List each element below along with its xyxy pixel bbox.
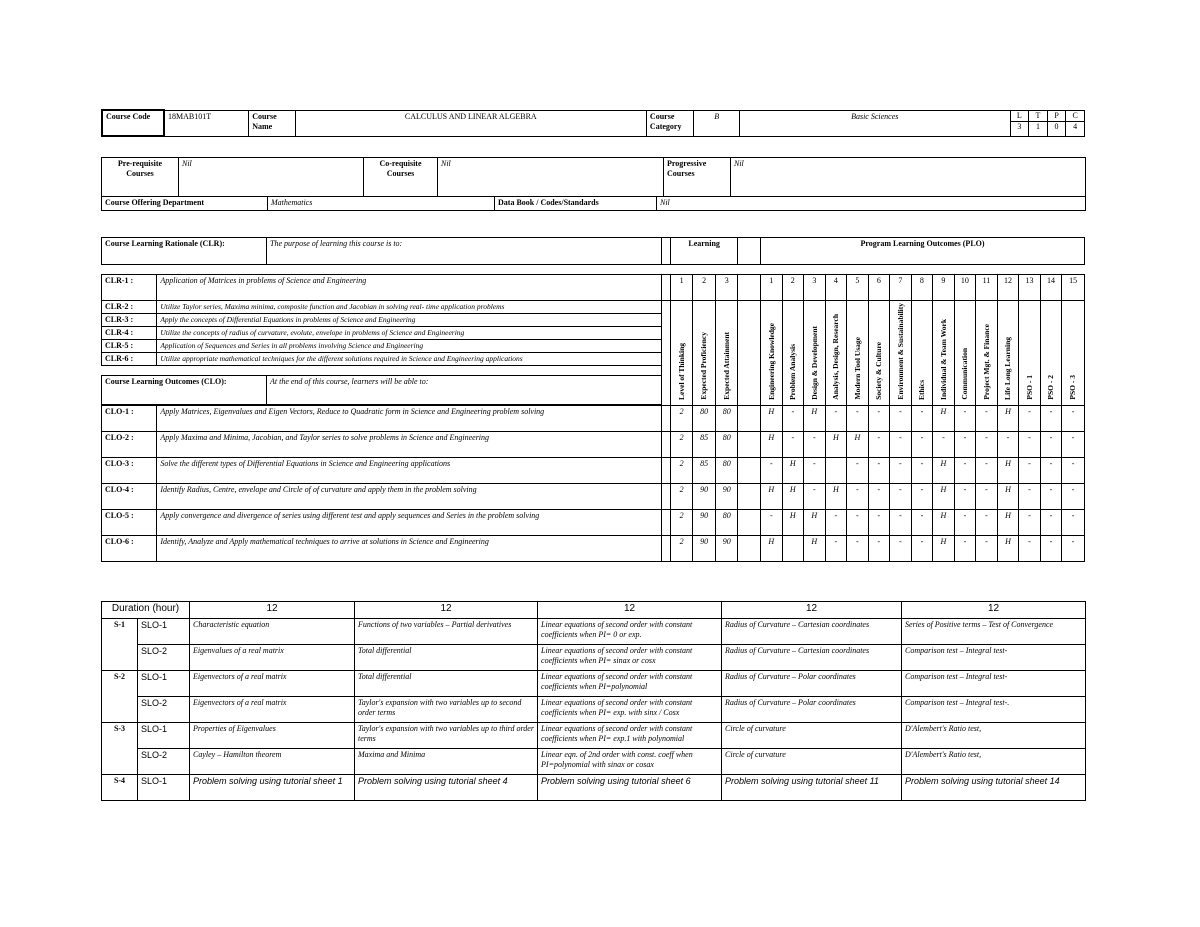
slo-label: SLO-1 xyxy=(138,671,190,697)
schedule-topic: Series of Positive terms – Test of Convergence xyxy=(902,619,1086,645)
schedule-row xyxy=(102,749,1086,775)
clo-code: CLO-2 : xyxy=(102,431,157,457)
clo-plo: H xyxy=(933,405,955,431)
plo-head: Analysis, Design, Research xyxy=(831,313,841,400)
clo-plo: - xyxy=(825,509,847,535)
clo-plo: - xyxy=(1040,431,1062,457)
schedule-topic: Linear equations of second order with constant coefficients when PI=polynomial xyxy=(538,671,722,697)
learning-num: 3 xyxy=(715,275,738,301)
schedule-topic: Linear eqn. of 2nd order with const. coeff when PI=polynomial with sinax or cosax xyxy=(538,749,722,775)
clo-code: CLO-5 : xyxy=(102,509,157,535)
course-name: CALCULUS AND LINEAR ALGEBRA xyxy=(295,110,646,136)
clo-plo: - xyxy=(1062,405,1085,431)
plo-num: 11 xyxy=(976,275,998,301)
clo-plo: - xyxy=(954,483,976,509)
schedule-topic: Properties of Eigenvalues xyxy=(190,723,355,749)
clo-plo: - xyxy=(976,431,998,457)
schedule-topic: Problem solving using tutorial sheet 11 xyxy=(722,775,902,801)
slo-label: SLO-1 xyxy=(138,723,190,749)
clo-plo: - xyxy=(1019,509,1041,535)
plo-head: Problem Analysis xyxy=(788,343,798,400)
plo-num: 7 xyxy=(890,275,912,301)
duration-value: 12 xyxy=(902,602,1086,619)
learning-head: Expected Proficiency xyxy=(699,332,709,400)
clo-plo: - xyxy=(1040,535,1062,561)
schedule-topic: Comparison test – Integral test- xyxy=(902,645,1086,671)
learning-num: 1 xyxy=(670,275,693,301)
plo-head: Communication xyxy=(960,347,970,400)
clo-plo: H xyxy=(933,457,955,483)
ltpc-c-value: 4 xyxy=(1073,121,1078,131)
clo-plo: - xyxy=(1040,509,1062,535)
duration-value: 12 xyxy=(722,602,902,619)
clo-proficiency: 80 xyxy=(693,405,716,431)
clo-plo: - xyxy=(890,509,912,535)
clo-attainment: 80 xyxy=(715,509,738,535)
clo-plo: - xyxy=(890,483,912,509)
session-number: S-2 xyxy=(102,671,138,723)
clo-proficiency: 90 xyxy=(693,535,716,561)
schedule-row xyxy=(102,697,1086,723)
clo-row xyxy=(102,431,1085,457)
clo-plo: - xyxy=(1062,483,1085,509)
clo-level: 2 xyxy=(670,457,693,483)
clo-plo: H xyxy=(804,509,826,535)
clo-plo: - xyxy=(954,535,976,561)
clo-plo: - xyxy=(782,405,804,431)
corequisite-label: Co-requisite Courses xyxy=(364,158,438,197)
plo-head: PSO - 2 xyxy=(1046,374,1056,400)
schedule-topic: Linear equations of second order with constant coefficients when PI= exp. with sinx / Cosx xyxy=(538,697,722,723)
plo-head: Project Mgt. & Finance xyxy=(981,323,991,400)
department-label: Course Offering Department xyxy=(102,197,268,211)
clo-plo: - xyxy=(954,457,976,483)
clo-plo: H xyxy=(804,405,826,431)
duration-value: 12 xyxy=(538,602,722,619)
schedule-topic: Cayley – Hamilton theorem xyxy=(190,749,355,775)
clo-plo: - xyxy=(1040,483,1062,509)
schedule-topic: Problem solving using tutorial sheet 4 xyxy=(355,775,538,801)
plo-head: Individual & Team Work xyxy=(938,318,948,400)
slo-label: SLO-2 xyxy=(138,697,190,723)
ltpc-l-value: 3 xyxy=(1017,121,1022,131)
clr-text: Utilize Taylor series, Maxima minima, composite function and Jacobian in solving real- time application problems xyxy=(157,301,661,314)
clr-text: Utilize the concepts of radius of curvature, evolute, envelope in problems of Science and Engineering xyxy=(157,327,661,340)
clo-intro: At the end of this course, learners will be able to: xyxy=(267,376,662,404)
schedule-topic: Problem solving using tutorial sheet 1 xyxy=(190,775,355,801)
outcomes-matrix xyxy=(101,237,1085,562)
schedule-topic: Circle of curvature xyxy=(722,723,902,749)
clo-plo: - xyxy=(868,483,890,509)
schedule-table xyxy=(101,601,1086,801)
slo-label: SLO-2 xyxy=(138,749,190,775)
schedule-topic: Taylor's expansion with two variables up to third order terms xyxy=(355,723,538,749)
clo-plo: - xyxy=(976,509,998,535)
course-category: B xyxy=(694,110,739,136)
clr-code: CLR-3 : xyxy=(102,314,157,327)
clo-plo: - xyxy=(847,405,869,431)
course-code: 18MAB101T xyxy=(164,110,249,136)
schedule-topic: Linear equations of second order with constant coefficients when PI= exp.1 with polynomial xyxy=(538,723,722,749)
clo-plo: - xyxy=(890,431,912,457)
clo-row xyxy=(102,509,1085,535)
plo-num: 14 xyxy=(1040,275,1062,301)
duration-value: 12 xyxy=(190,602,355,619)
schedule-topic: Functions of two variables – Partial derivatives xyxy=(355,619,538,645)
clo-plo: - xyxy=(911,535,933,561)
ltpc-p-value: 0 xyxy=(1054,121,1059,131)
schedule-row xyxy=(102,775,1086,801)
schedule-topic: Problem solving using tutorial sheet 6 xyxy=(538,775,722,801)
clo-attainment: 90 xyxy=(715,535,738,561)
slo-label: SLO-1 xyxy=(138,775,190,801)
duration-value: 12 xyxy=(355,602,538,619)
clo-attainment: 80 xyxy=(715,431,738,457)
clo-plo: H xyxy=(761,483,783,509)
clo-plo: - xyxy=(761,509,783,535)
clo-plo: - xyxy=(1062,457,1085,483)
clo-plo: H xyxy=(761,405,783,431)
plo-head: Environment & Sustainability xyxy=(895,303,905,400)
clo-plo: - xyxy=(1019,457,1041,483)
clo-plo: - xyxy=(1019,431,1041,457)
clo-row xyxy=(102,483,1085,509)
session-number: S-1 xyxy=(102,619,138,671)
plo-num: 8 xyxy=(911,275,933,301)
clo-plo: H xyxy=(825,483,847,509)
clo-plo: - xyxy=(911,405,933,431)
plo-num: 2 xyxy=(782,275,804,301)
clo-plo: - xyxy=(847,457,869,483)
clo-plo: - xyxy=(868,431,890,457)
schedule-topic: Taylor's expansion with two variables up to second order terms xyxy=(355,697,538,723)
clo-level: 2 xyxy=(670,405,693,431)
prerequisite-value: Nil xyxy=(179,158,364,197)
session-number: S-4 xyxy=(102,775,138,801)
plo-num: 4 xyxy=(825,275,847,301)
learning-header: Learning xyxy=(670,238,738,265)
clo-level: 2 xyxy=(670,535,693,561)
schedule-row xyxy=(102,619,1086,645)
ltpc-c-header: C xyxy=(1066,111,1084,122)
clo-row xyxy=(102,535,1085,561)
plo-num: 3 xyxy=(804,275,826,301)
schedule-row xyxy=(102,645,1086,671)
schedule-topic: Radius of Curvature – Polar coordinates xyxy=(722,671,902,697)
clr-text: Application of Sequences and Series in all problems involving Science and Engineering xyxy=(157,340,661,353)
clo-plo: - xyxy=(868,405,890,431)
clo-plo: - xyxy=(804,457,826,483)
clo-attainment: 90 xyxy=(715,483,738,509)
clo-text: Apply Maxima and Minima, Jacobian, and Taylor series to solve problems in Science and Engineering xyxy=(157,431,661,457)
plo-head: Engineering Knowledge xyxy=(766,322,776,400)
clr-code: CLR-5 : xyxy=(102,340,157,353)
clo-proficiency: 90 xyxy=(693,509,716,535)
clr-text: Utilize appropriate mathematical techniques for the different solutions required in Science and Engineering applications xyxy=(157,353,661,366)
databook-label: Data Book / Codes/Standards xyxy=(495,197,657,211)
clo-plo: - xyxy=(1019,483,1041,509)
clo-title: Course Learning Outcomes (CLO): xyxy=(102,376,267,404)
clr-code: CLR-2 : xyxy=(102,301,157,314)
clo-plo: - xyxy=(847,483,869,509)
clo-plo: - xyxy=(911,483,933,509)
clo-plo: H xyxy=(997,535,1019,561)
clo-plo: H xyxy=(933,483,955,509)
clo-plo: - xyxy=(933,431,955,457)
clo-plo: - xyxy=(1040,457,1062,483)
clo-plo: H xyxy=(997,457,1019,483)
clr-text: Application of Matrices in problems of Science and Engineering xyxy=(157,275,661,301)
duration-label: Duration (hour) xyxy=(102,602,190,619)
clo-plo: - xyxy=(1062,535,1085,561)
clo-proficiency: 85 xyxy=(693,431,716,457)
course-code-label: Course Code xyxy=(102,110,164,136)
clo-row xyxy=(102,457,1085,483)
plo-head: Design & Development xyxy=(809,325,819,400)
clo-plo: - xyxy=(976,535,998,561)
schedule-topic: Radius of Curvature – Polar coordinates xyxy=(722,697,902,723)
schedule-row xyxy=(102,723,1086,749)
plo-head: PSO - 3 xyxy=(1068,374,1078,400)
schedule-topic: Eigenvalues of a real matrix xyxy=(190,645,355,671)
learning-num: 2 xyxy=(693,275,716,301)
clo-plo: H xyxy=(782,509,804,535)
clo-plo: H xyxy=(997,509,1019,535)
clo-plo: H xyxy=(804,535,826,561)
schedule-topic: Maxima and Minima xyxy=(355,749,538,775)
clo-plo: - xyxy=(782,431,804,457)
clo-text: Apply convergence and divergence of series using different test and apply sequences and Series in the problem solving xyxy=(157,509,661,535)
plo-head: Life Long Learning xyxy=(1003,336,1013,400)
session-number: S-3 xyxy=(102,723,138,775)
schedule-row xyxy=(102,671,1086,697)
clo-plo: H xyxy=(782,483,804,509)
clo-plo: H xyxy=(825,431,847,457)
clo-plo: H xyxy=(997,405,1019,431)
prerequisite-label: Pre-requisite Courses xyxy=(102,158,179,197)
corequisite-value: Nil xyxy=(438,158,664,197)
schedule-topic: Radius of Curvature – Cartesian coordinates xyxy=(722,619,902,645)
clo-plo: - xyxy=(825,405,847,431)
clo-code: CLO-4 : xyxy=(102,483,157,509)
clo-plo xyxy=(782,535,804,561)
clo-proficiency: 85 xyxy=(693,457,716,483)
slo-label: SLO-1 xyxy=(138,619,190,645)
clo-plo: H xyxy=(847,431,869,457)
plo-num: 6 xyxy=(868,275,890,301)
clo-code: CLO-3 : xyxy=(102,457,157,483)
clo-plo: - xyxy=(761,457,783,483)
course-category-label: Course Category xyxy=(646,110,694,136)
plo-head: PSO - 1 xyxy=(1024,374,1034,400)
schedule-topic: Total differential xyxy=(355,671,538,697)
clo-level: 2 xyxy=(670,483,693,509)
learning-head: Expected Attainment xyxy=(722,331,731,400)
clo-plo: - xyxy=(976,457,998,483)
clr-title: Course Learning Rationale (CLR): xyxy=(102,238,267,265)
clo-plo: - xyxy=(954,431,976,457)
schedule-topic: Radius of Curvature – Cartesian coordinates xyxy=(722,645,902,671)
schedule-topic: Comparison test – Integral test-. xyxy=(902,697,1086,723)
schedule-topic: D'Alembert's Ratio test, xyxy=(902,723,1086,749)
course-category-name: Basic Sciences xyxy=(739,110,1010,136)
progressive-value: Nil xyxy=(731,158,1086,197)
clo-plo: - xyxy=(890,405,912,431)
ltpc-t-header: T xyxy=(1029,111,1047,122)
course-name-label: Course Name xyxy=(249,110,295,136)
schedule-topic: Total differential xyxy=(355,645,538,671)
clo-attainment: 80 xyxy=(715,457,738,483)
plo-head: Modern Tool Usage xyxy=(852,337,862,400)
learning-head: Level of Thinking xyxy=(676,342,686,400)
schedule-topic: Characteristic equation xyxy=(190,619,355,645)
schedule-topic: Eigenvectors of a real matrix xyxy=(190,671,355,697)
clo-row xyxy=(102,405,1085,431)
department-value: Mathematics xyxy=(268,197,495,211)
clo-text: Identify, Analyze and Apply mathematical techniques to arrive at solutions in Science and Engineering xyxy=(157,535,661,561)
clo-plo: H xyxy=(761,431,783,457)
clo-plo: H xyxy=(761,535,783,561)
clo-plo: - xyxy=(868,509,890,535)
clo-plo: - xyxy=(911,457,933,483)
clo-plo: - xyxy=(1062,431,1085,457)
clo-plo: - xyxy=(868,535,890,561)
plo-header: Program Learning Outcomes (PLO) xyxy=(761,238,1085,265)
clo-text: Solve the different types of Differential Equations in Science and Engineering applications xyxy=(157,457,661,483)
clo-plo: - xyxy=(825,535,847,561)
clo-plo: H xyxy=(782,457,804,483)
clo-plo: - xyxy=(976,483,998,509)
clo-plo: - xyxy=(868,457,890,483)
clo-plo: - xyxy=(1019,405,1041,431)
plo-num: 9 xyxy=(933,275,955,301)
department-table xyxy=(101,196,1086,211)
plo-num: 1 xyxy=(761,275,783,301)
schedule-topic: D'Alembert's Ratio test, xyxy=(902,749,1086,775)
clo-code: CLO-1 : xyxy=(102,405,157,431)
slo-label: SLO-2 xyxy=(138,645,190,671)
clo-plo: H xyxy=(933,535,955,561)
clo-plo: - xyxy=(804,483,826,509)
schedule-topic: Comparison test – Integral test- xyxy=(902,671,1086,697)
databook-value: Nil xyxy=(657,197,1086,211)
clo-proficiency: 90 xyxy=(693,483,716,509)
clo-plo: - xyxy=(954,509,976,535)
clo-plo: - xyxy=(911,431,933,457)
clo-plo: - xyxy=(847,535,869,561)
ltpc-p-header: P xyxy=(1048,111,1066,122)
clo-plo: - xyxy=(804,431,826,457)
clo-plo: - xyxy=(1040,405,1062,431)
clo-text: Apply Matrices, Eigenvalues and Eigen Vectors, Reduce to Quadratic form in Science and Engineering problem solving xyxy=(157,405,661,431)
schedule-topic: Eigenvectors of a real matrix xyxy=(190,697,355,723)
clr-code: CLR-4 : xyxy=(102,327,157,340)
clr-code: CLR-6 : xyxy=(102,353,157,366)
clo-plo: - xyxy=(890,457,912,483)
plo-num: 10 xyxy=(954,275,976,301)
schedule-topic: Linear equations of second order with constant coefficients when PI= sinax or cosx xyxy=(538,645,722,671)
clo-plo: - xyxy=(976,405,998,431)
clo-level: 2 xyxy=(670,431,693,457)
plo-num: 15 xyxy=(1062,275,1085,301)
clo-plo: - xyxy=(997,431,1019,457)
clo-plo: - xyxy=(954,405,976,431)
progressive-label: Progressive Courses xyxy=(664,158,731,197)
plo-num: 12 xyxy=(997,275,1019,301)
clr-text: Apply the concepts of Differential Equations in problems of Science and Engineering xyxy=(157,314,661,327)
clo-plo: - xyxy=(1062,509,1085,535)
clo-level: 2 xyxy=(670,509,693,535)
schedule-topic: Circle of curvature xyxy=(722,749,902,775)
clo-plo: - xyxy=(890,535,912,561)
prerequisite-table xyxy=(101,157,1086,197)
clr-code: CLR-1 : xyxy=(102,275,157,301)
plo-num: 13 xyxy=(1019,275,1041,301)
clo-code: CLO-6 : xyxy=(102,535,157,561)
clo-plo: - xyxy=(911,509,933,535)
clo-attainment: 80 xyxy=(715,405,738,431)
schedule-topic: Linear equations of second order with constant coefficients when PI= 0 or exp. xyxy=(538,619,722,645)
clo-plo: - xyxy=(1019,535,1041,561)
plo-num: 5 xyxy=(847,275,869,301)
ltpc-t-value: 1 xyxy=(1035,121,1040,131)
clo-plo: H xyxy=(933,509,955,535)
plo-head: Society & Culture xyxy=(874,341,884,400)
course-header-table xyxy=(101,109,1085,137)
clo-plo: H xyxy=(997,483,1019,509)
plo-head: Ethics xyxy=(917,379,927,400)
schedule-topic: Problem solving using tutorial sheet 14 xyxy=(902,775,1086,801)
clo-text: Identify Radius, Centre, envelope and Circle of of curvature and apply them in the problem solving xyxy=(157,483,661,509)
ltpc-l-header: L xyxy=(1011,111,1029,122)
clo-plo xyxy=(825,457,847,483)
clr-intro: The purpose of learning this course is to: xyxy=(267,238,662,265)
clo-plo: - xyxy=(847,509,869,535)
